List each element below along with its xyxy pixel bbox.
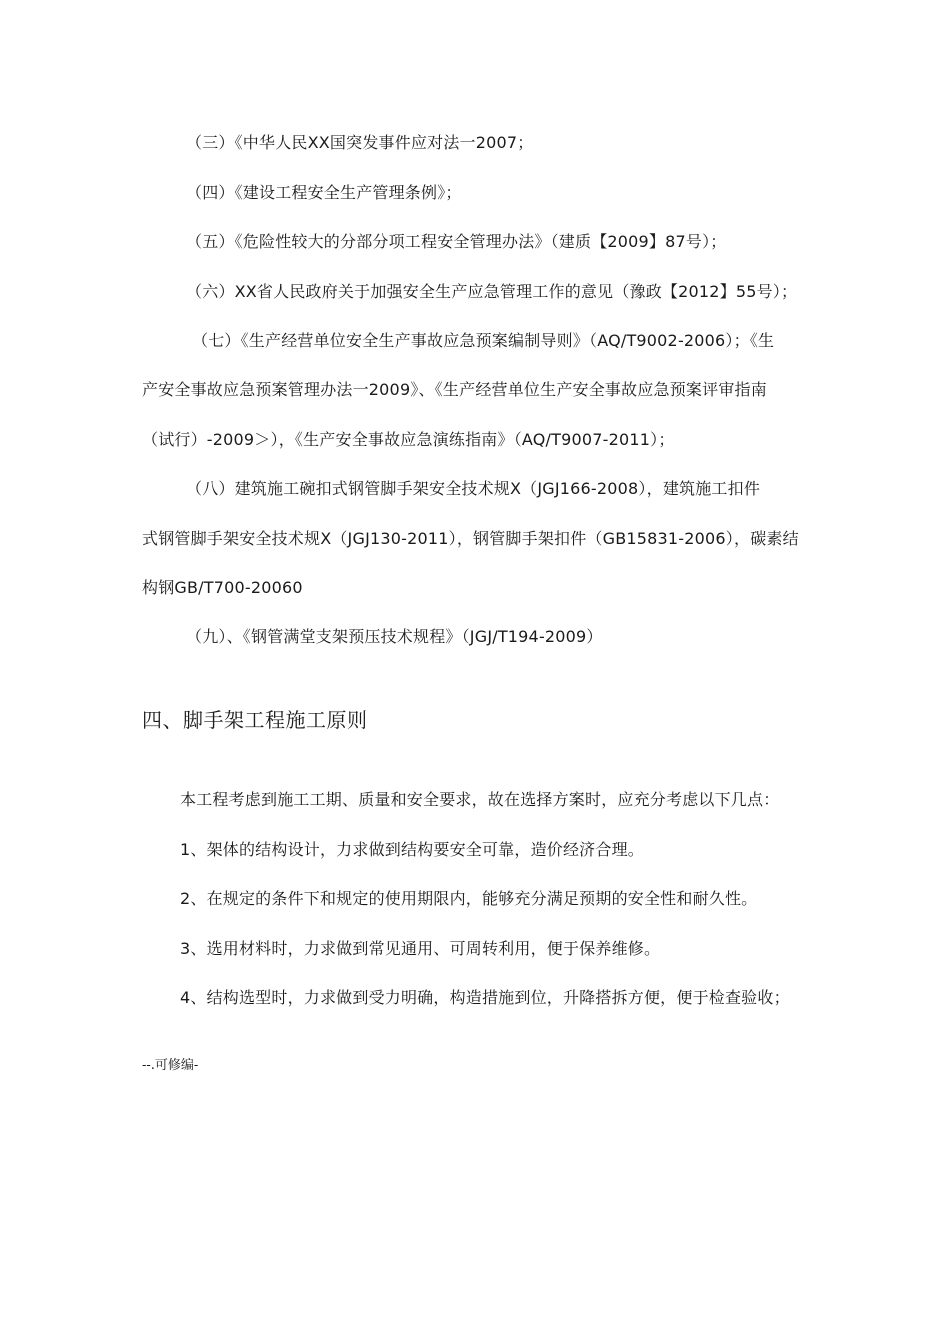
reference-item-9: （九）、《钢管满堂支架预压技术规程》（JGJ/T194-2009） xyxy=(186,627,603,646)
reference-item-7-line-1: （七）《生产经营单位安全生产事故应急预案编制导则》（AQ/T9002-2006）；《生 xyxy=(192,331,775,350)
section-heading: 四、脚手架工程施工原则 xyxy=(142,708,368,732)
reference-item-8-line-3: 构钢GB/T700-20060 xyxy=(142,578,303,597)
reference-item-4: （四）《建设工程安全生产管理条例》； xyxy=(186,183,462,202)
page-footer: --.可修编- xyxy=(142,1058,199,1073)
principle-item-4: 4、结构选型时，力求做到受力明确，构造措施到位，升降搭拆方便，便于检查验收； xyxy=(180,988,790,1007)
principle-item-1: 1、架体的结构设计，力求做到结构要安全可靠，造价经济合理。 xyxy=(180,840,644,859)
reference-item-3: （三）《中华人民XX国突发事件应对法一2007； xyxy=(186,133,534,152)
reference-item-6: （六）XX省人民政府关于加强安全生产应急管理工作的意见（豫政【2012】55号）； xyxy=(186,282,798,301)
principle-item-3: 3、选用材料时，力求做到常见通用、可周转利用，便于保养维修。 xyxy=(180,939,661,958)
reference-item-7-line-2: 产安全事故应急预案管理办法一2009》、《生产经营单位生产安全事故应急预案评审指南 xyxy=(142,380,767,399)
reference-item-8-line-2: 式钢管脚手架安全技术规X（JGJ130-2011），钢管脚手架扣件（GB15831-2006），碳素结 xyxy=(142,529,799,548)
reference-item-5: （五）《危险性较大的分部分项工程安全管理办法》（建质【2009】87号）； xyxy=(186,232,727,251)
section-intro: 本工程考虑到施工工期、质量和安全要求，故在选择方案时，应充分考虑以下几点： xyxy=(180,790,780,809)
principle-item-2: 2、在规定的条件下和规定的使用期限内，能够充分满足预期的安全性和耐久性。 xyxy=(180,889,758,908)
reference-item-8-line-1: （八）建筑施工碗扣式钢管脚手架安全技术规X（JGJ166-2008），建筑施工扣件 xyxy=(186,479,761,498)
reference-item-7-line-3: （试行）-2009＞），《生产安全事故应急演练指南》（AQ/T9007-2011）； xyxy=(142,430,675,449)
